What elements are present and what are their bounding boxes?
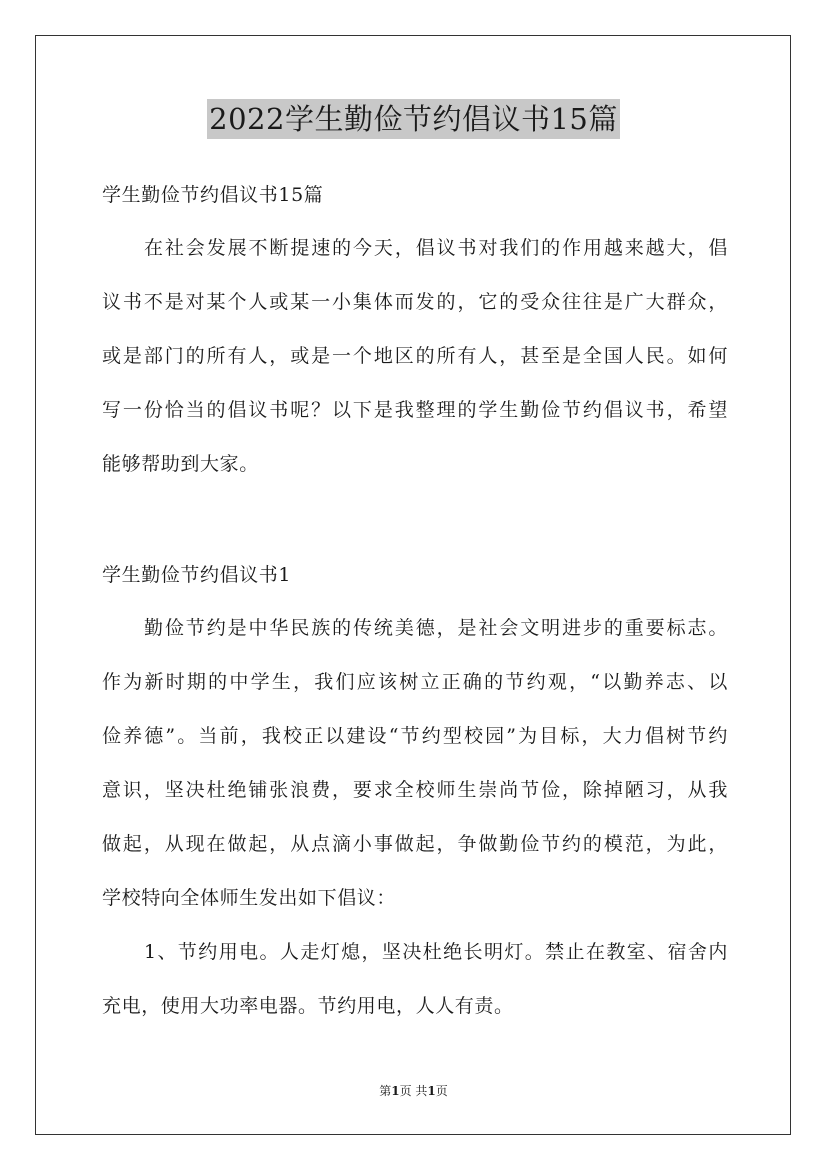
footer-mid: 页 共 [399, 1084, 428, 1098]
intro-line: 在社会发展不断提速的今天，倡议书对我们的作用越来越大，倡 [144, 237, 728, 259]
section-line: 俭养德”。当前，我校正以建设“节约型校园”为目标，大力倡树节约 [102, 725, 728, 747]
section-line: 做起，从现在做起，从点滴小事做起，争做勤俭节约的模范，为此， [102, 833, 728, 855]
section-line: 学校特向全体师生发出如下倡议： [102, 887, 397, 909]
item-line: 充电，使用大功率电器。节约用电，人人有责。 [102, 995, 514, 1017]
footer-page-total: 1 [427, 1084, 436, 1098]
section-heading: 学生勤俭节约倡议书1 [102, 564, 292, 586]
intro-line: 或是部门的所有人，或是一个地区的所有人，甚至是全国人民。如何 [102, 345, 728, 367]
subtitle: 学生勤俭节约倡议书15篇 [102, 184, 324, 206]
section-line: 勤俭节约是中华民族的传统美德，是社会文明进步的重要标志。 [144, 617, 728, 639]
footer-suffix: 页 [435, 1084, 448, 1098]
section-line: 作为新时期的中学生，我们应该树立正确的节约观，“以勤养志、以 [102, 671, 728, 693]
title-container [0, 99, 827, 139]
footer-prefix: 第 [379, 1084, 392, 1098]
item-line: 1、节约用电。人走灯熄，坚决杜绝长明灯。禁止在教室、宿舍内 [144, 941, 728, 963]
section-line: 意识，坚决杜绝铺张浪费，要求全校师生崇尚节俭，除掉陋习，从我 [102, 779, 728, 801]
footer-page-current: 1 [391, 1084, 400, 1098]
intro-line: 写一份恰当的倡议书呢？以下是我整理的学生勤俭节约倡议书，希望 [102, 399, 728, 421]
document-title: 2022学生勤俭节约倡议书15篇 [207, 99, 620, 139]
intro-line: 能够帮助到大家。 [102, 453, 259, 475]
intro-line: 议书不是对某个人或某一小集体而发的，它的受众往往是广大群众， [102, 291, 728, 313]
page-footer [0, 1083, 827, 1099]
